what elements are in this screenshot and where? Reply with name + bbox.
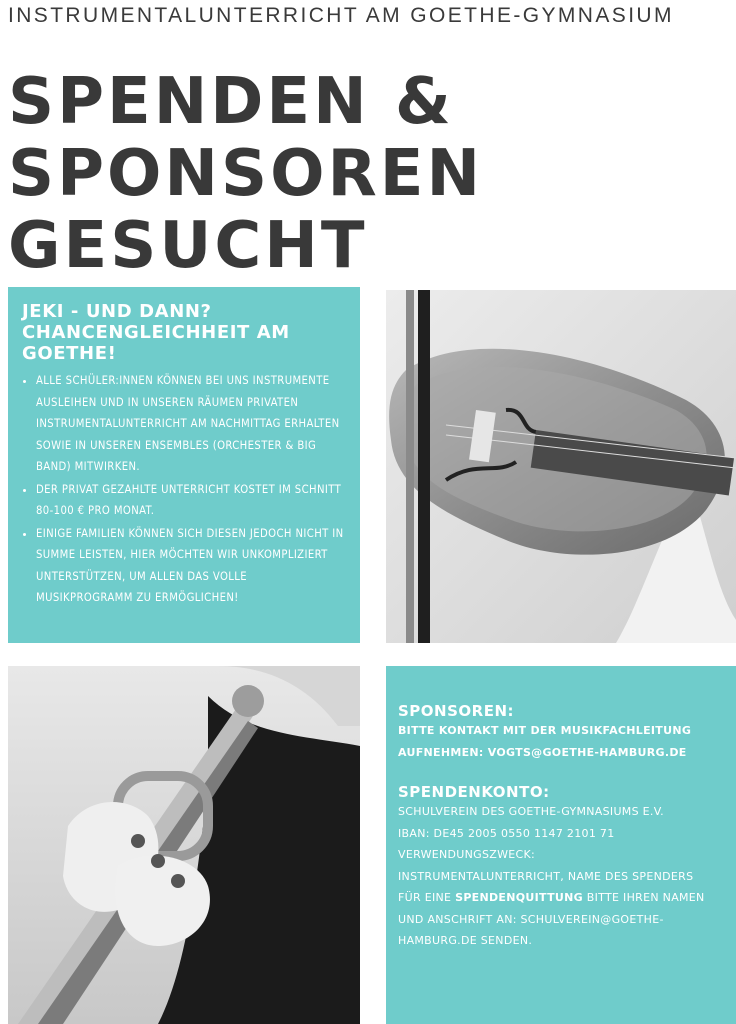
info-title <box>22 301 346 364</box>
info-bullet-2: • DER PRIVAT GEZAHLTE UNTERRICHT KOSTET IM SCHNITT 80-100 € PRO MONAT. <box>36 479 346 522</box>
sponsors-title: SPONSOREN: <box>398 702 515 720</box>
violin-illustration <box>386 290 736 643</box>
receipt-pre: FÜR EINE <box>398 891 456 904</box>
headline-line-3: GESUCHT <box>8 209 368 283</box>
info-bullet-list <box>22 370 346 609</box>
info-bullet-3: • EINIGE FAMILIEN KÖNNEN SICH DIESEN JEDOCH NICHT IN SUMME LEISTEN, HIER MÖCHTEN WIR UNKOMPLIZIERT UNTERSTÜTZEN, UM ALLEN DAS VOLLE MUSIKPROGRAMM ZU ERMÖGLICHEN! <box>36 523 346 609</box>
contact-box <box>386 666 736 1024</box>
account-title: SPENDENKONTO: <box>398 783 550 801</box>
info-title-line-1: JEKI - UND DANN? <box>22 301 212 322</box>
headline-line-1: SPENDEN & <box>8 65 454 139</box>
purpose-value: INSTRUMENTALUNTERRICHT, NAME DES SPENDERS <box>398 869 694 883</box>
violin-photo <box>386 290 736 643</box>
purpose-label: VERWENDUNGSZWECK: <box>398 848 536 861</box>
info-title-line-2: CHANCENGLEICHHEIT AM <box>22 322 290 343</box>
info-bullet-1: • ALLE SCHÜLER:INNEN KÖNNEN BEI UNS INSTRUMENTE AUSLEIHEN UND IN UNSEREN RÄUMEN PRIVATEN INSTRUMENTALUNTERRICHT AM NACHMITTAG ERHALTEN SOWIE IN UNSEREN ENSEMBLES (ORCHESTER & BIG BAND) MITWIRKEN. <box>36 370 346 478</box>
trumpet-photo <box>8 666 360 1024</box>
trumpet-illustration <box>8 666 360 1024</box>
receipt-post: BITTE IHREN NAMEN UND ANSCHRIFT AN: SCHULVEREIN@GOETHE-HAMBURG.DE SENDEN. <box>398 891 705 947</box>
iban: IBAN: DE45 2005 0550 1147 2101 71 <box>398 826 615 840</box>
info-box <box>8 287 360 643</box>
info-title-line-3: GOETHE! <box>22 343 117 364</box>
receipt-text <box>398 887 726 952</box>
account-holder: SCHULVEREIN DES GOETHE-GYMNASIUMS E.V. <box>398 805 664 818</box>
headline-line-2: SPONSOREN <box>8 137 484 211</box>
header-subtitle: INSTRUMENTALUNTERRICHT AM GOETHE-GYMNASIUM <box>8 4 674 27</box>
sponsors-text: BITTE KONTAKT MIT DER MUSIKFACHLEITUNG AUFNEHMEN: VOGTS@GOETHE-HAMBURG.DE <box>398 724 692 759</box>
receipt-bold: SPENDENQUITTUNG <box>455 891 583 904</box>
headline <box>8 66 483 282</box>
